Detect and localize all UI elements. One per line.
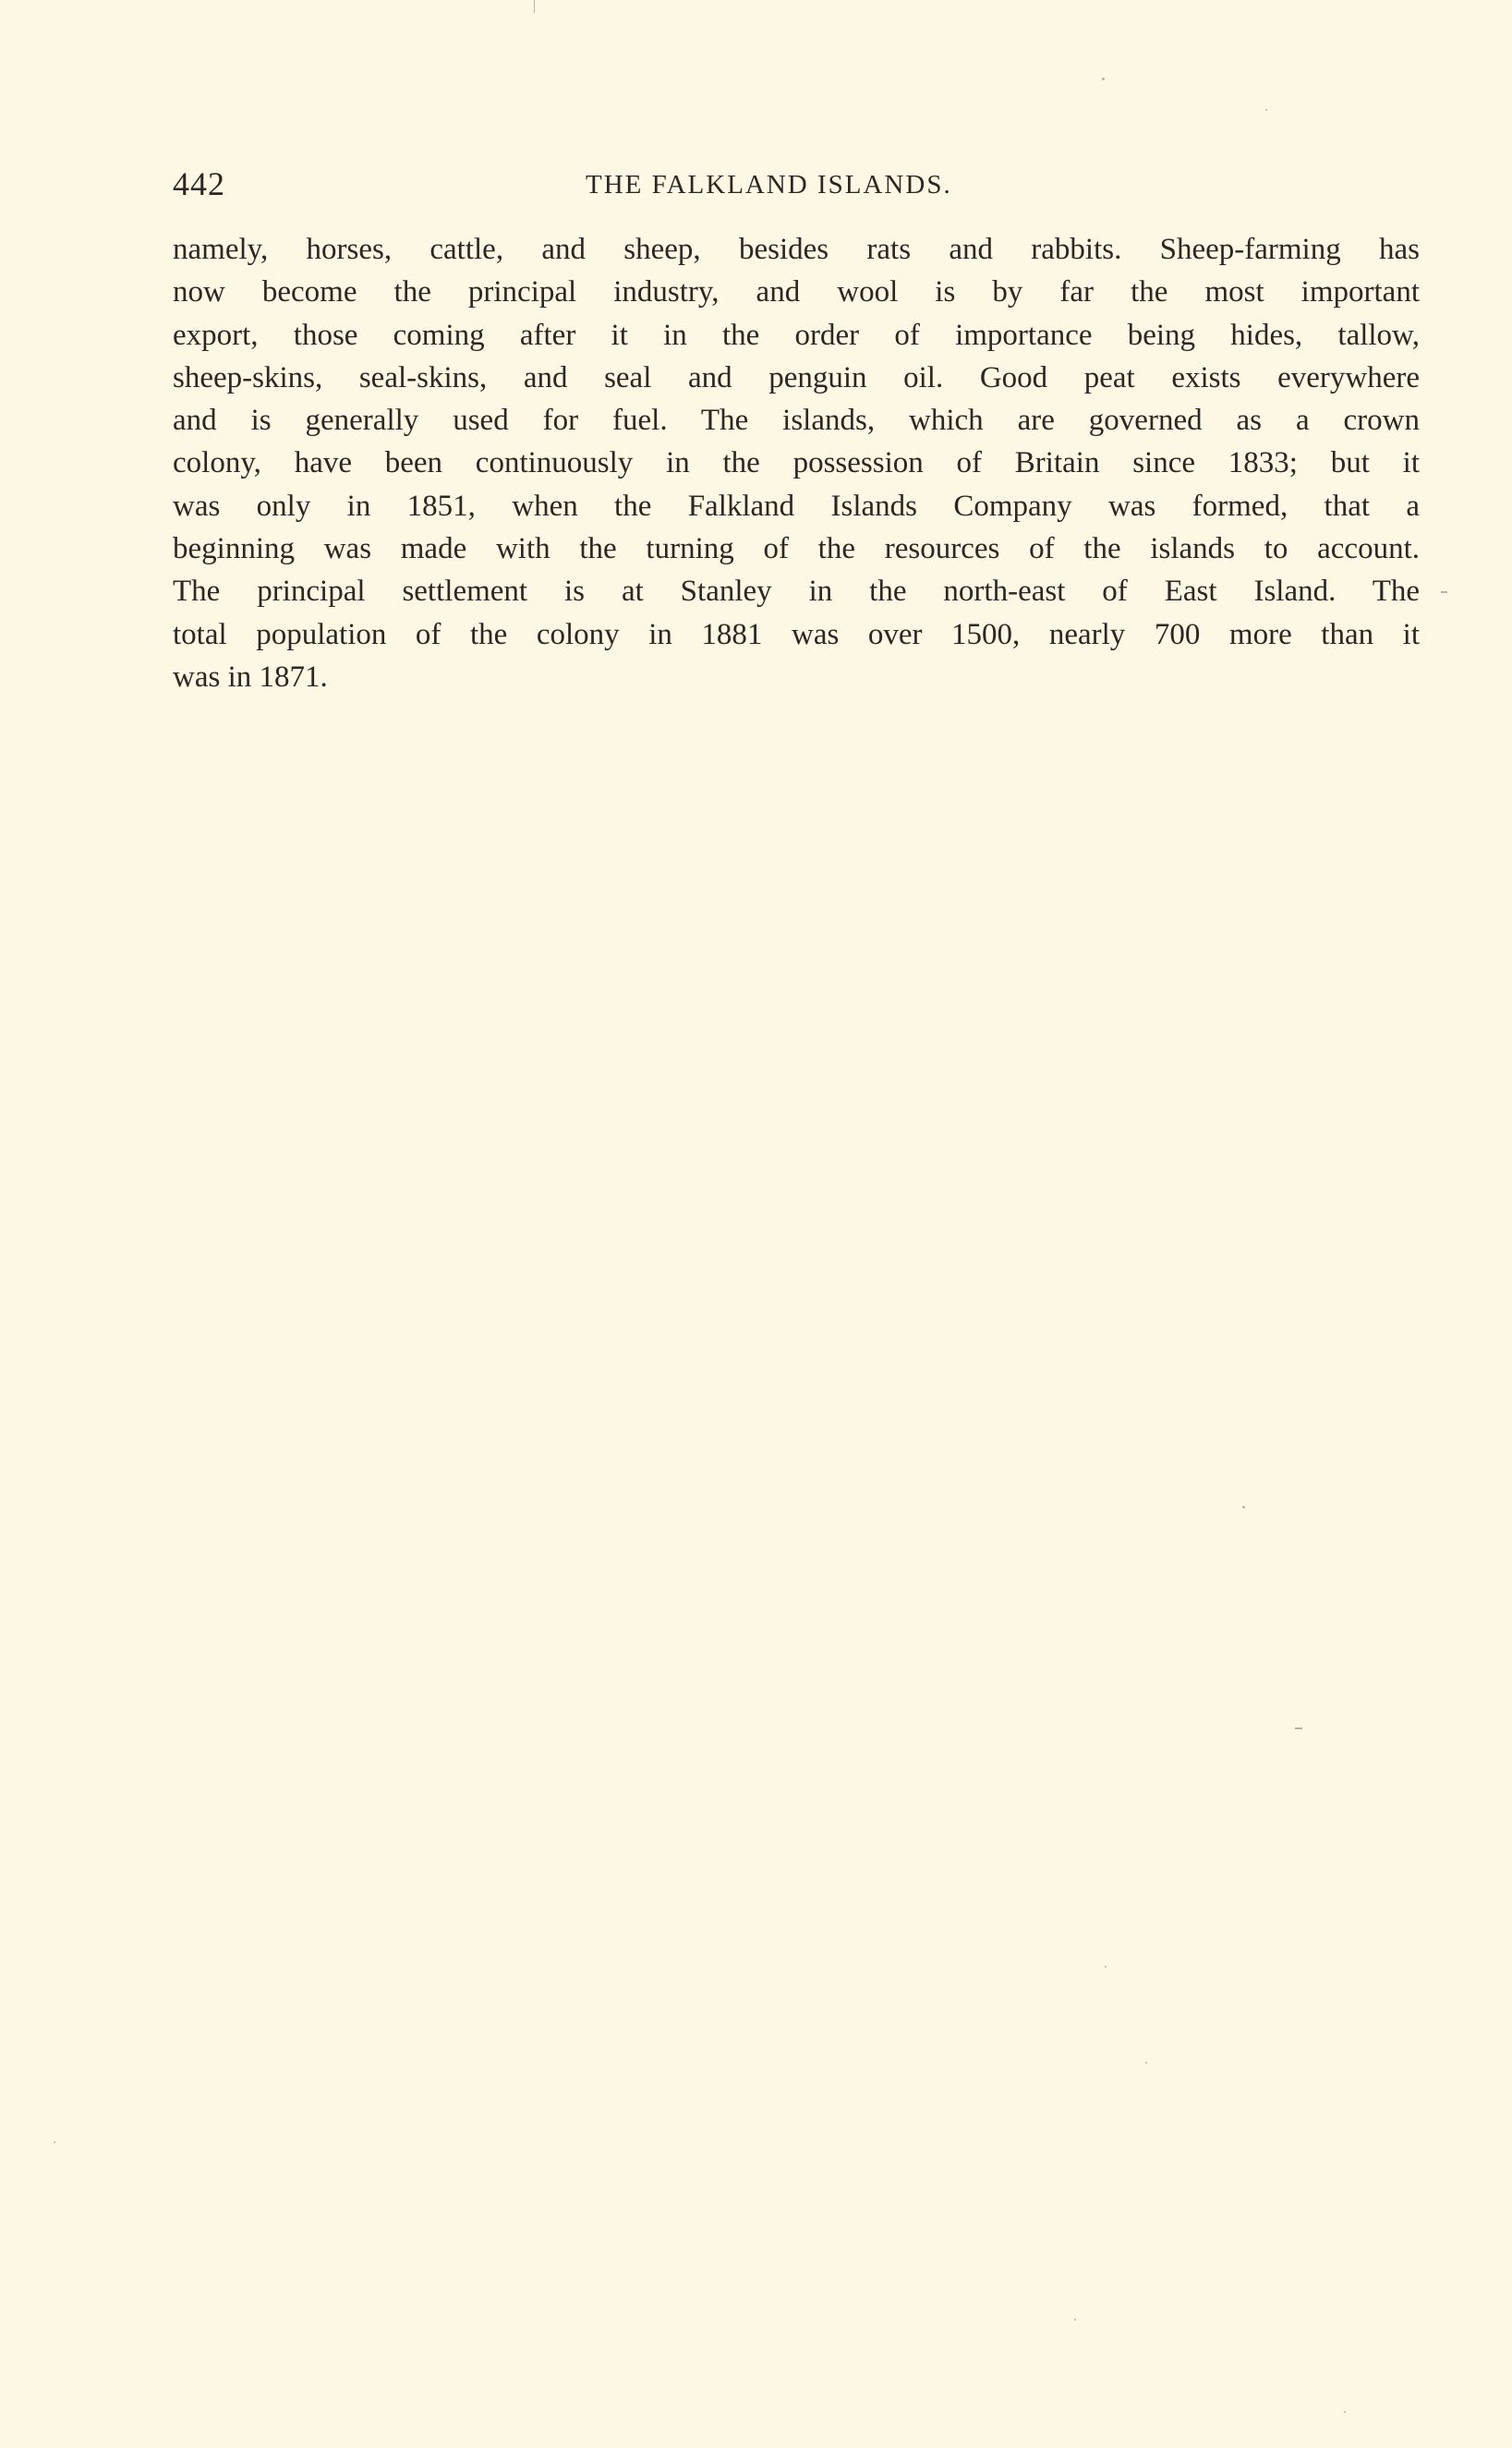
- paper-speck: [1145, 2062, 1147, 2064]
- text-line: now become the principal industry, and wool is by far the most important: [173, 275, 1420, 309]
- text-line: was in 1871.: [173, 660, 328, 694]
- paper-speck: [1074, 2319, 1076, 2321]
- text-line: and is generally used for fuel. The islands, which are governed as a crown: [173, 404, 1420, 438]
- running-title: THE FALKLAND ISLANDS.: [586, 170, 952, 200]
- paper-speck: [1295, 1727, 1302, 1729]
- running-head: [173, 164, 1420, 211]
- body-paragraph: [173, 228, 1420, 698]
- text-line: namely, horses, cattle, and sheep, besides rats and rabbits. Sheep-farming has: [173, 233, 1420, 266]
- paper-speck: [534, 0, 535, 13]
- text-line: colony, have been continuously in the possession of Britain since 1833; but it: [173, 446, 1420, 480]
- text-line: was only in 1851, when the Falkland Islands Company was formed, that a: [173, 489, 1420, 523]
- paper-speck: [1344, 2411, 1346, 2413]
- paper-speck: [1102, 78, 1105, 80]
- text-line: export, those coming after it in the order of importance being hides, tallow,: [173, 318, 1420, 352]
- text-line: beginning was made with the turning of the resources of the islands to account.: [173, 532, 1420, 566]
- paper-speck: [1441, 591, 1447, 593]
- text-line: sheep-skins, seal-skins, and seal and penguin oil. Good peat exists everywhere: [173, 360, 1420, 394]
- paper-speck: [1242, 1506, 1245, 1509]
- page-number: 442: [173, 165, 225, 202]
- paper-speck: [1105, 1966, 1107, 1968]
- text-line: total population of the colony in 1881 was over 1500, nearly 700 more than it: [173, 617, 1420, 651]
- text-line: The principal settlement is at Stanley in the north-east of East Island. The: [173, 575, 1420, 609]
- paper-speck: [1265, 109, 1267, 111]
- paper-speck: [54, 2141, 55, 2143]
